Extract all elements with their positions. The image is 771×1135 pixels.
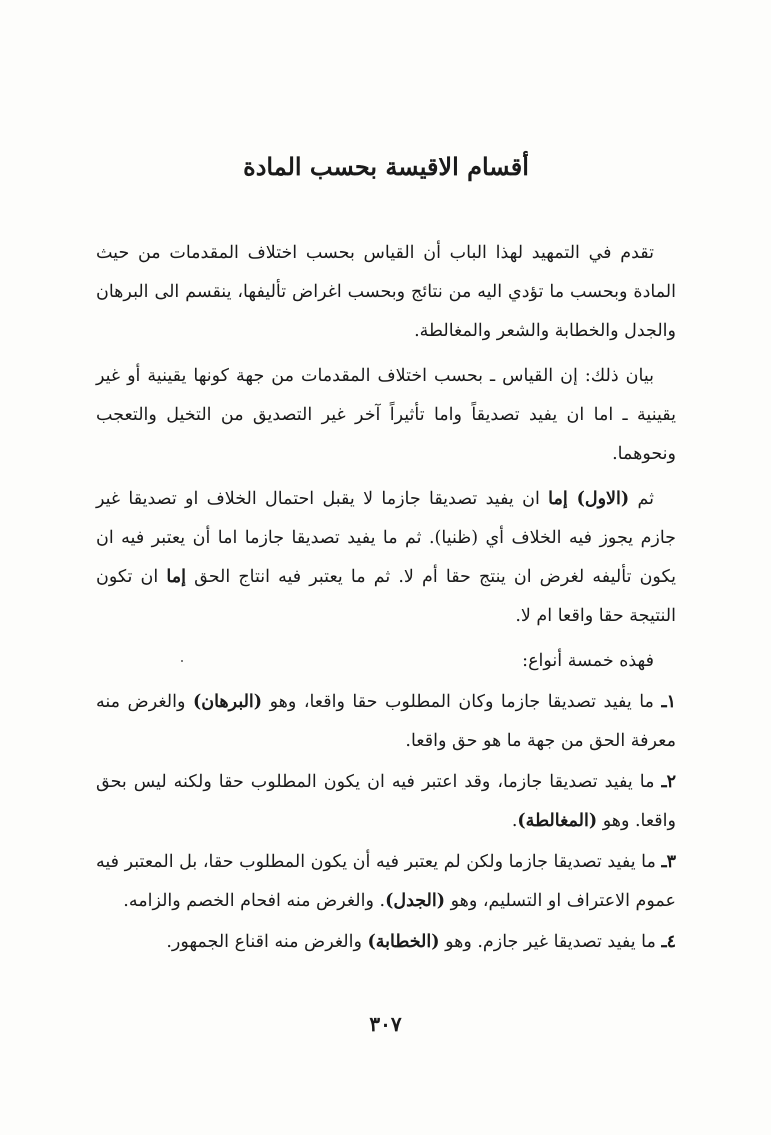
list-item	[96, 763, 676, 841]
item-term: (الخطابة)	[367, 931, 440, 952]
item-text-end: والغرض منه معرفة الحق من جهة ما هو حق واقعا.	[96, 691, 676, 751]
intro-paragraph: تقدم في التمهيد لهذا الباب أن القياس بحسب اختلاف المقدمات من حيث المادة وبحسب ما تؤدي اليه من نتائج وبحسب اغراض تأليفها، ينقسم الى البرهان والجدل والخطابة والشعر والمغالطة.	[96, 242, 676, 341]
item-number: ١ـ	[661, 691, 676, 712]
types-intro: فهذه خمسة أنواع:	[522, 650, 654, 671]
item-number: ٢ـ	[661, 771, 676, 792]
item-text-end: والغرض منه اقناع الجمهور.	[166, 931, 368, 952]
item-term: (الجدل)	[385, 890, 446, 911]
first-division-text: ان يفيد تصديقا جازما لا يقبل احتمال الخلاف او تصديقا غير جازم يجوز فيه الخلاف أي (ظنيا). ثم ما يفيد تصديقا جازما اما أن يعتبر فيه ان يكون تأليفه لغرض ان ينتج حقا أم لا. ثم ما يعتبر فيه انتاج الحق	[96, 488, 676, 587]
first-division-term-2: إما	[166, 566, 186, 587]
page-number: ٣٠٧	[369, 1012, 402, 1036]
page-body	[96, 150, 676, 964]
item-text: ما يفيد تصديقا جازما، وقد اعتبر فيه ان يكون المطلوب حقا ولكنه ليس بحق واقعا. وهو	[96, 771, 676, 831]
item-text: ما يفيد تصديقا جازما ولكن لم يعتبر فيه أن يكون المطلوب حقا، بل المعتبر فيه عموم الاعتراف او التسليم، وهو	[96, 851, 676, 911]
list-item	[96, 843, 676, 921]
first-division-paragraph	[96, 480, 676, 636]
item-term: (البرهان)	[192, 691, 263, 712]
first-division-term: (الاول) إما	[548, 488, 630, 509]
scan-speck	[181, 660, 183, 662]
list-item	[96, 683, 676, 761]
chapter-title: أقسام الاقيسة بحسب المادة	[243, 152, 529, 181]
item-text: ما يفيد تصديقا جازما وكان المطلوب حقا واقعا، وهو	[262, 691, 662, 712]
explanation-paragraph: بيان ذلك: إن القياس ـ بحسب اختلاف المقدمات من جهة كونها يقينية أو غير يقينية ـ اما ان يفيد تصديقاً واما تأثيراً آخر غير التصديق من التخيل والتعجب ونحوهما.	[96, 365, 676, 464]
list-item	[96, 923, 676, 962]
item-number: ٣ـ	[661, 851, 676, 872]
first-division-lead: ثم	[629, 488, 654, 509]
item-text: ما يفيد تصديقا غير جازم. وهو	[439, 931, 662, 952]
first-division-end: ان تكون النتيجة حقا واقعا ام لا.	[96, 566, 676, 626]
item-text-end: .	[511, 810, 518, 831]
item-number: ٤ـ	[661, 931, 676, 952]
item-text-end: . والغرض منه افحام الخصم والزامه.	[123, 890, 386, 911]
item-term: (المغالطة)	[517, 810, 598, 831]
